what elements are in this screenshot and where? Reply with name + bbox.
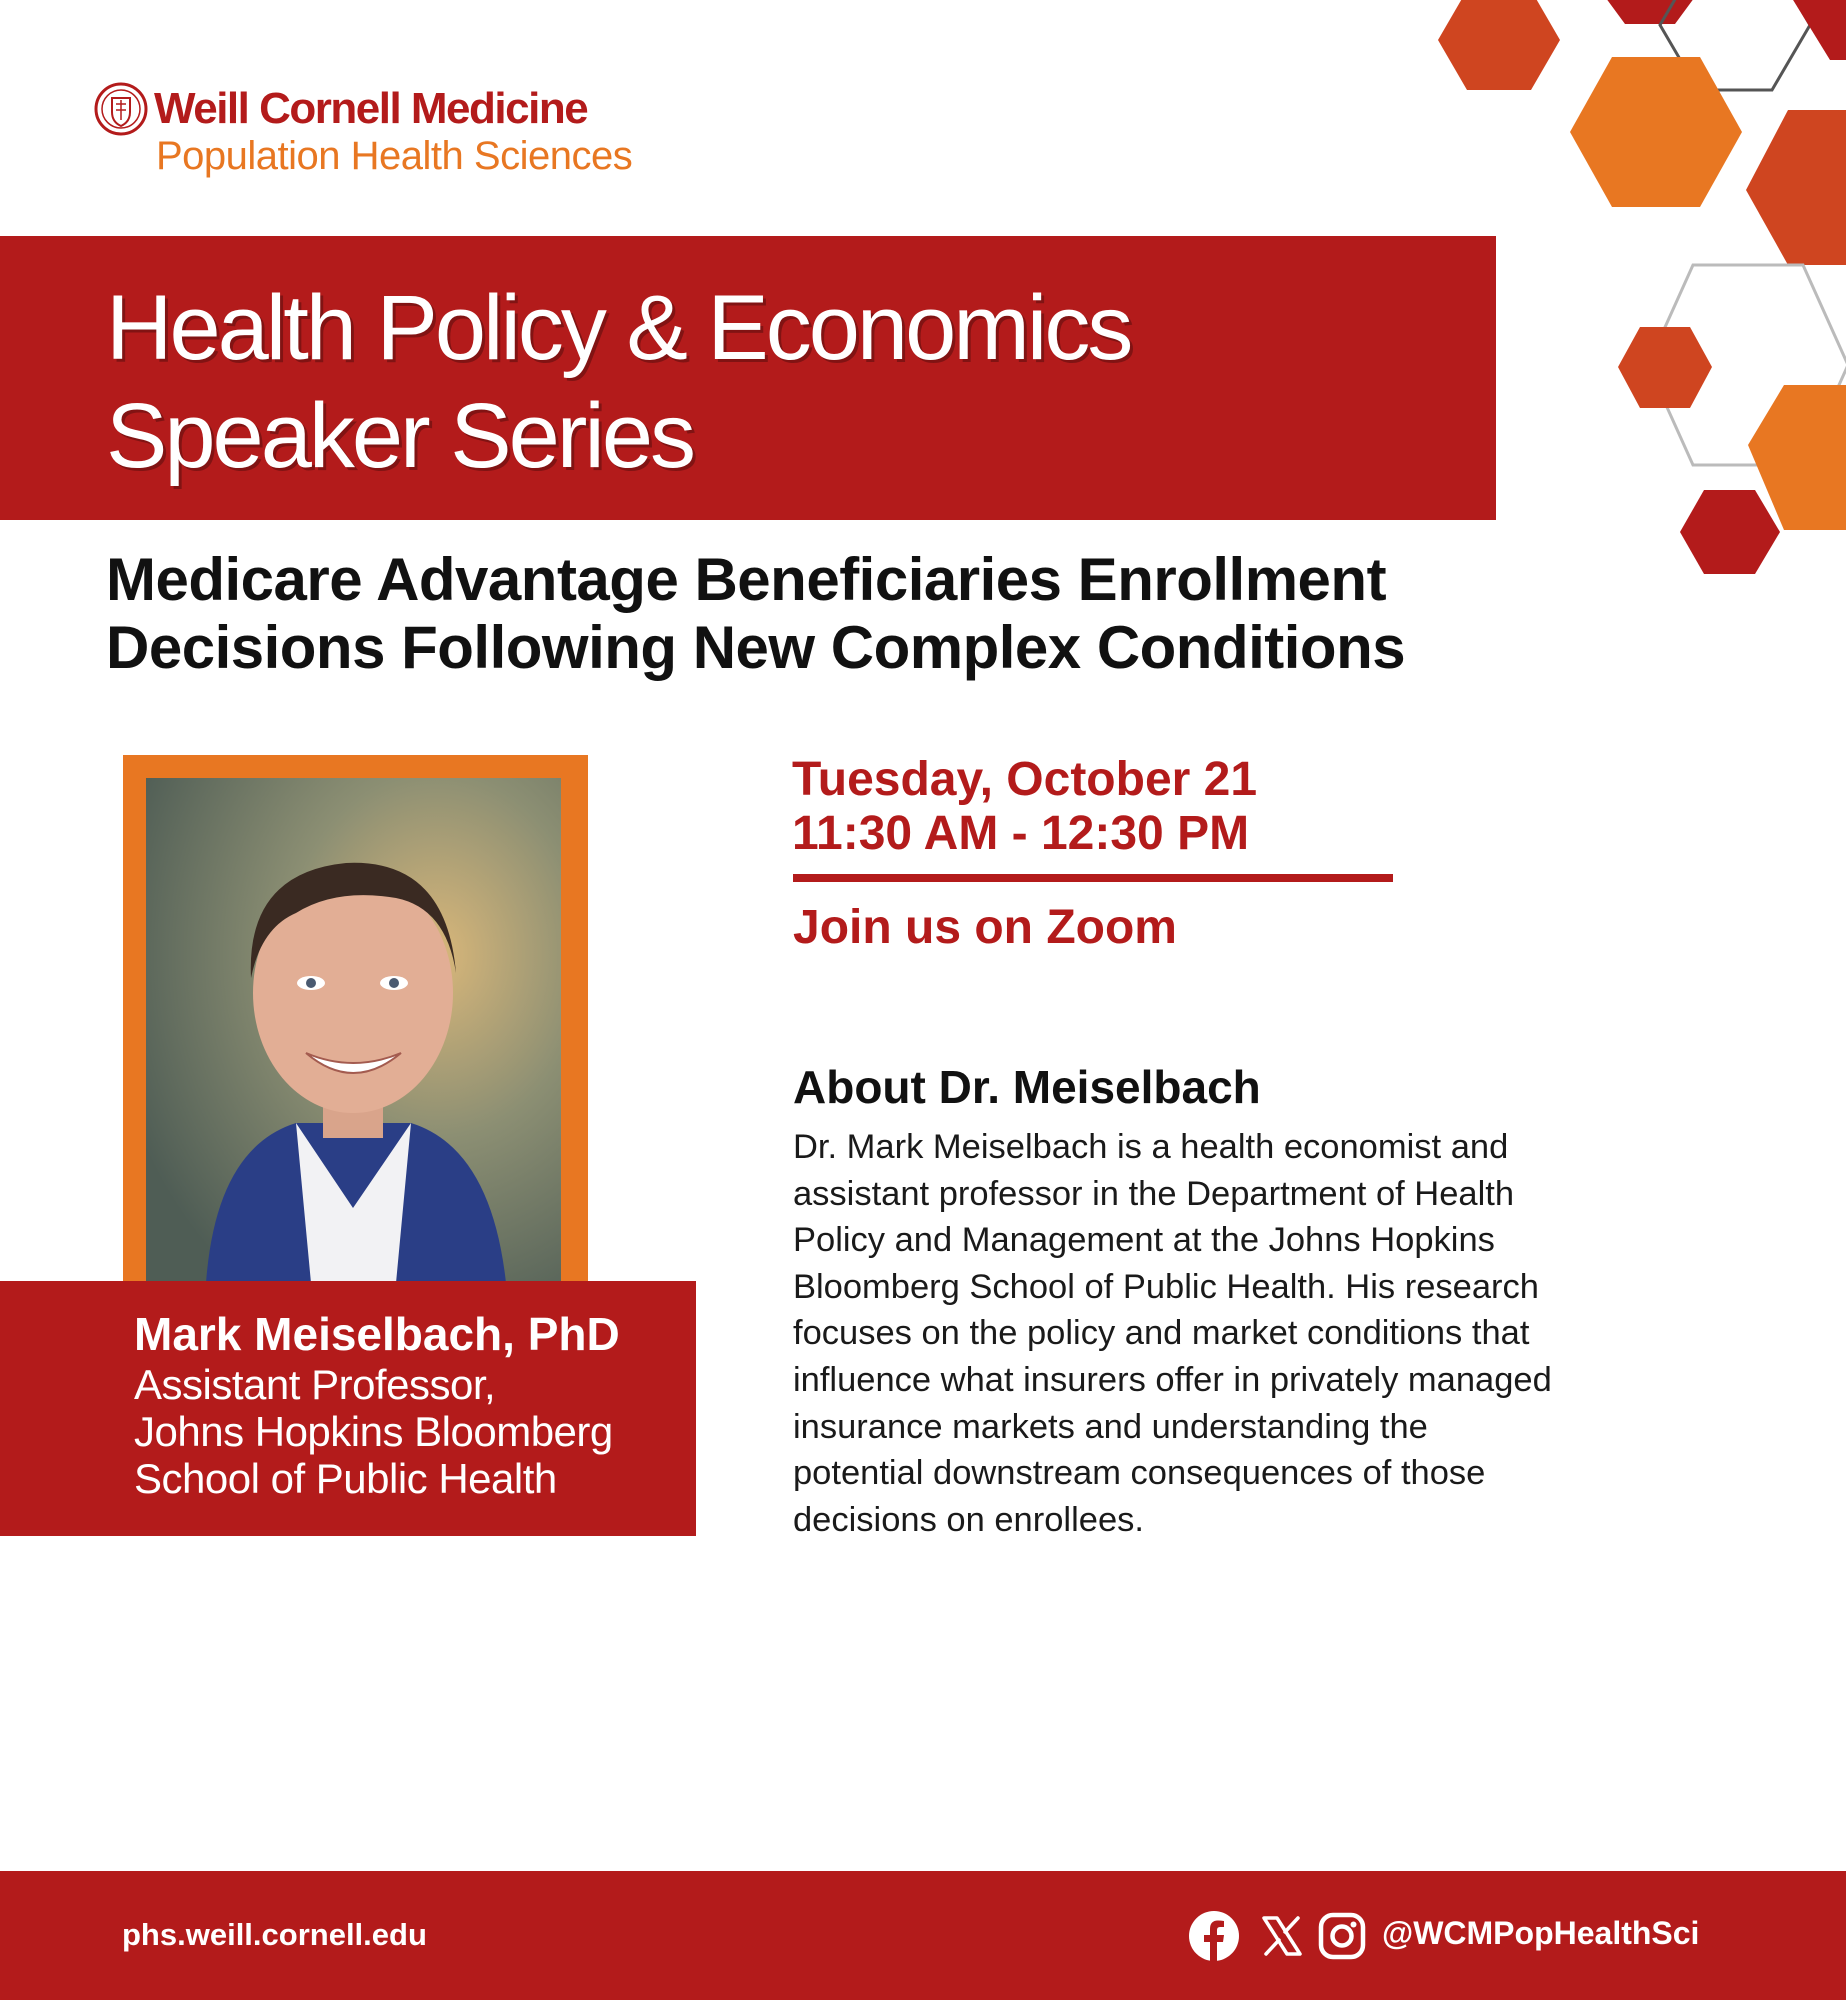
divider bbox=[793, 874, 1393, 882]
x-icon[interactable] bbox=[1256, 1910, 1308, 1962]
talk-title-line-2: Decisions Following New Complex Conditions bbox=[106, 614, 1406, 681]
event-time: 11:30 AM - 12:30 PM bbox=[792, 807, 1250, 860]
series-title-line-1: Health Policy & Economics bbox=[106, 277, 1131, 379]
talk-title bbox=[106, 546, 1405, 682]
zoom-link[interactable]: Join us on Zoom bbox=[793, 901, 1177, 954]
website-link[interactable]: phs.weill.cornell.edu bbox=[122, 1917, 427, 1952]
speaker-affiliation-line-2: Johns Hopkins Bloomberg bbox=[134, 1408, 613, 1455]
speaker-affiliation-line-3: School of Public Health bbox=[134, 1455, 557, 1502]
speaker-name: Mark Meiselbach, PhD bbox=[134, 1308, 620, 1360]
cornell-seal-icon bbox=[94, 82, 148, 136]
org-department: Population Health Sciences bbox=[156, 134, 633, 178]
footer bbox=[0, 1871, 1846, 2000]
talk-title-line-1: Medicare Advantage Beneficiaries Enrollment bbox=[106, 546, 1387, 613]
speaker-affiliation-line-1: Assistant Professor, bbox=[134, 1361, 496, 1408]
org-name: Weill Cornell Medicine bbox=[154, 84, 588, 133]
social-handle[interactable]: @WCMPopHealthSci bbox=[1382, 1915, 1700, 1951]
instagram-icon[interactable] bbox=[1316, 1910, 1368, 1962]
about-heading: About Dr. Meiselbach bbox=[793, 1061, 1261, 1113]
speaker-bio: Dr. Mark Meiselbach is a health economist and assistant professor in the Department of Health Policy and Management at the Johns Hopkins Bloomberg School of Public Health. His research focuses on the policy and market conditions that influence what insurers offer in privately managed insurance markets and understanding the potential downstream consequences of those decisions on enrollees. bbox=[793, 1128, 1552, 1539]
series-banner bbox=[0, 236, 1496, 520]
series-title-line-2: Speaker Series bbox=[106, 385, 693, 487]
speaker-photo bbox=[146, 778, 561, 1283]
speaker-name-card bbox=[0, 1281, 696, 1536]
facebook-icon[interactable] bbox=[1188, 1910, 1240, 1962]
speaker-photo-frame bbox=[123, 755, 588, 1283]
event-date: Tuesday, October 21 bbox=[792, 753, 1258, 806]
